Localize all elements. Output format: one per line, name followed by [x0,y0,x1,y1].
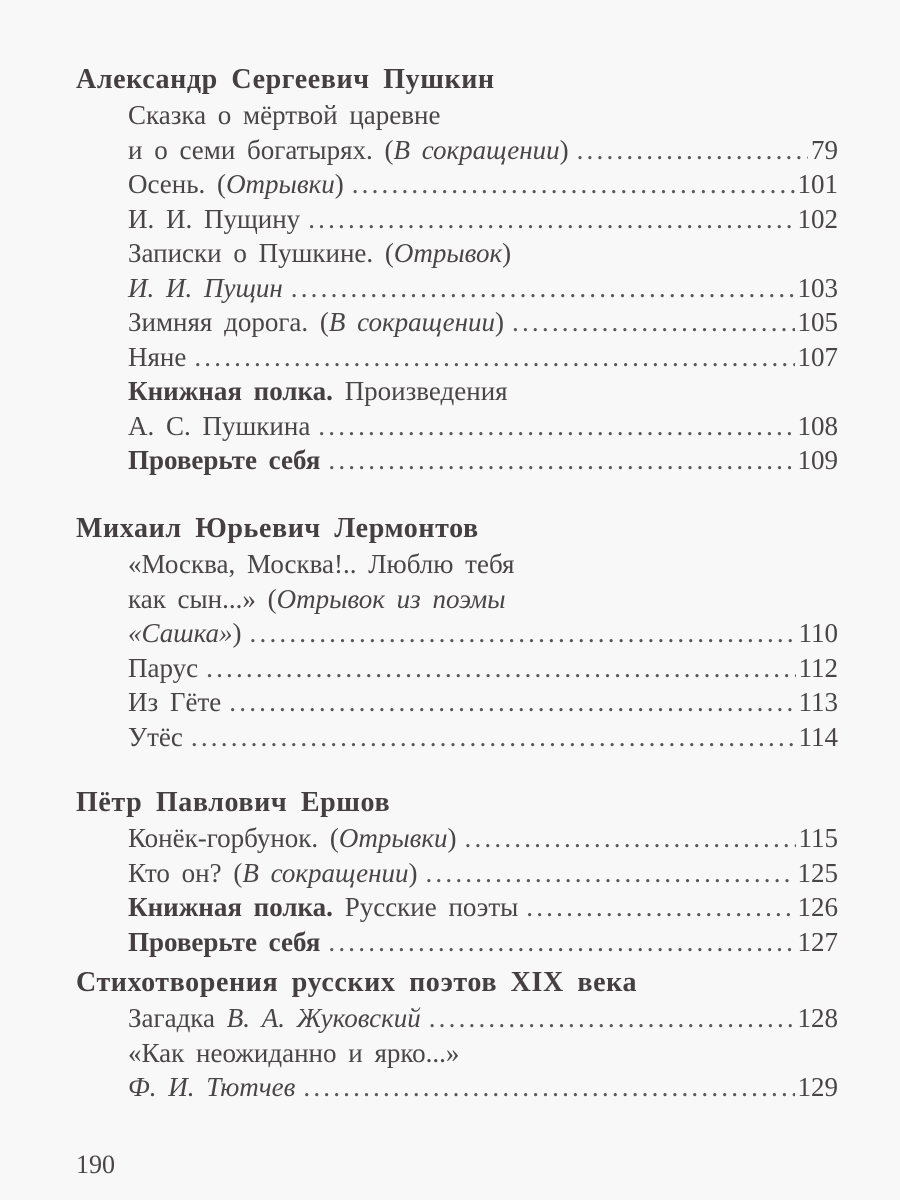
toc-entry[interactable] [128,925,838,960]
entry-title [128,582,506,617]
page-number: 190 [76,1150,115,1179]
toc-entry[interactable] [128,236,838,271]
toc-entry[interactable] [128,167,838,202]
toc-entry[interactable] [128,685,838,720]
page-ref: 114 [798,721,838,752]
page-ref: 105 [797,307,838,337]
page-ref: 115 [798,823,838,853]
entry-text-part: «Москва, Москва!.. Люблю тебя [128,549,515,579]
page-ref: 108 [797,410,838,441]
entry-text-part: А. С. Пушкина [128,410,311,441]
toc-entry[interactable] [128,98,838,133]
entry-title [128,202,300,237]
toc-entry[interactable] [128,443,838,478]
dot-leader [250,616,796,651]
entry-text-part: Ф. И. Тютчев [128,1072,296,1102]
entry-title [128,305,504,340]
entry-text-part: Сказка о мёртвой царевне [128,100,441,130]
entry-title [128,821,457,856]
entry-title [128,1070,295,1105]
entry-text-part: Отрывок [393,238,503,268]
entry-title [128,443,320,478]
entry-text-part: Утёс [128,721,183,752]
dot-leader [425,856,794,891]
toc-entry[interactable] [128,547,838,582]
page-ref: 109 [797,445,838,475]
section-lermontov [76,511,838,754]
entry-title [128,651,198,686]
entry-title [128,1001,421,1036]
page-ref: 79 [811,134,838,165]
toc-entry[interactable] [128,720,838,755]
page-ref: 113 [798,687,838,717]
dot-leader [577,133,808,168]
author-heading: Пётр Павлович Ершов [76,787,391,818]
entry-text-part: В сокращении [393,134,560,165]
page-ref: 126 [797,892,838,922]
entry-text-part: Произведения [332,376,508,406]
entry-text-part: Кто он? ( [128,857,243,888]
section-pushkin [76,62,838,478]
entry-text-part: ) [408,857,418,888]
entry-title [128,1036,459,1071]
dot-leader [229,685,795,720]
section-xix-poets [76,965,838,1105]
entry-title [128,890,518,925]
dot-leader [328,443,794,478]
entry-text-part: как сын...» ( [128,583,277,614]
dot-leader [194,340,794,375]
toc-entry[interactable] [128,374,838,409]
entry-text-part: Няне [128,341,187,372]
entry-text-part: ) [447,823,457,853]
entry-text-part: Отрывки [338,823,448,853]
entry-text-part: И. И. Пущину [128,203,301,234]
dot-leader [512,305,794,340]
entry-text-part: ) [559,134,569,165]
entry-text-part: В сокращении [242,857,409,888]
entry-text-part: Осень. ( [128,169,227,199]
entry-text-part: ) [232,618,242,648]
toc-entry[interactable] [128,856,838,891]
dot-leader [191,720,796,755]
entry-text-part: Загадка [128,1003,227,1033]
page-ref: 107 [797,341,838,372]
entry-text-part: Книжная полка. [128,376,333,406]
entry-title [128,133,569,168]
entry-text-part: И. И. Пущин [128,272,283,303]
entry-text-part: В сокращении [328,307,496,337]
entry-text-part: Конёк-горбунок. ( [128,823,339,853]
toc-entry[interactable] [128,271,838,306]
dot-leader [291,271,795,306]
entry-title [128,547,514,582]
section-ershov [76,785,838,959]
entry-text-part: Книжная полка. [128,892,333,922]
entry-text-part: ) [495,307,505,337]
page-ref: 102 [797,203,838,234]
toc-entry[interactable] [128,1036,838,1071]
toc-entry[interactable] [128,409,838,444]
toc-entry[interactable] [128,651,838,686]
toc-entry[interactable] [128,1070,838,1105]
entry-title [128,856,417,891]
page-ref: 127 [797,926,838,957]
toc-entry[interactable] [128,821,838,856]
dot-leader [465,821,796,856]
page-ref: 112 [798,652,838,683]
page-ref: 101 [797,169,838,199]
entry-text-part: и о семи богатырях. ( [128,134,394,165]
dot-leader [328,925,794,960]
entry-text-part: ) [334,169,344,199]
entry-text-part: ) [502,238,512,268]
dot-leader [352,167,795,202]
entry-text-part: В. А. Жуковский [226,1003,421,1033]
page-ref: 110 [798,618,838,648]
entry-text-part: «Как неожиданно и ярко...» [128,1037,460,1068]
entry-title [128,340,186,375]
entry-text-part: Из Гёте [128,687,222,717]
page-ref: 103 [797,272,838,303]
entry-text-part: Зимняя дорога. ( [128,307,329,337]
entry-title [128,236,511,271]
entry-title [128,98,440,133]
entry-text-part: Парус [128,652,199,683]
entry-text-part: Отрывки [226,169,335,199]
dot-leader [526,890,794,925]
author-heading: Михаил Юрьевич Лермонтов [76,513,479,544]
entry-title [128,720,183,755]
entry-text-part: Записки о Пушкине. ( [128,238,394,268]
toc-entry[interactable] [128,890,838,925]
entry-title [128,374,508,409]
page-ref: 129 [797,1072,838,1102]
dot-leader [429,1001,795,1036]
dot-leader [206,651,795,686]
toc-entry[interactable] [128,1001,838,1036]
entry-text-part: Отрывок из поэмы [276,583,506,614]
entry-title [128,685,221,720]
dot-leader [318,409,794,444]
entry-text-part: Русские поэты [332,892,519,922]
toc-entry[interactable] [128,582,838,617]
dot-leader [303,1070,794,1105]
toc-entry[interactable] [128,202,838,237]
author-heading: Стихотворения русских поэтов XIX века [76,967,638,998]
dot-leader [308,202,794,237]
entry-title [128,409,310,444]
author-heading: Александр Сергеевич Пушкин [76,64,495,95]
entry-title [128,167,344,202]
entry-text-part: Проверьте себя [128,926,321,957]
entry-title [128,925,320,960]
toc-entry[interactable] [128,340,838,375]
page-ref: 128 [797,1003,838,1033]
entry-title [128,616,242,651]
toc-entry[interactable] [128,305,838,340]
entry-text-part: Проверьте себя [128,445,321,475]
page-ref: 125 [797,857,838,888]
entry-title [128,271,283,306]
toc-entry[interactable] [128,133,838,168]
entry-text-part: «Сашка» [128,618,233,648]
toc-entry[interactable] [128,616,838,651]
